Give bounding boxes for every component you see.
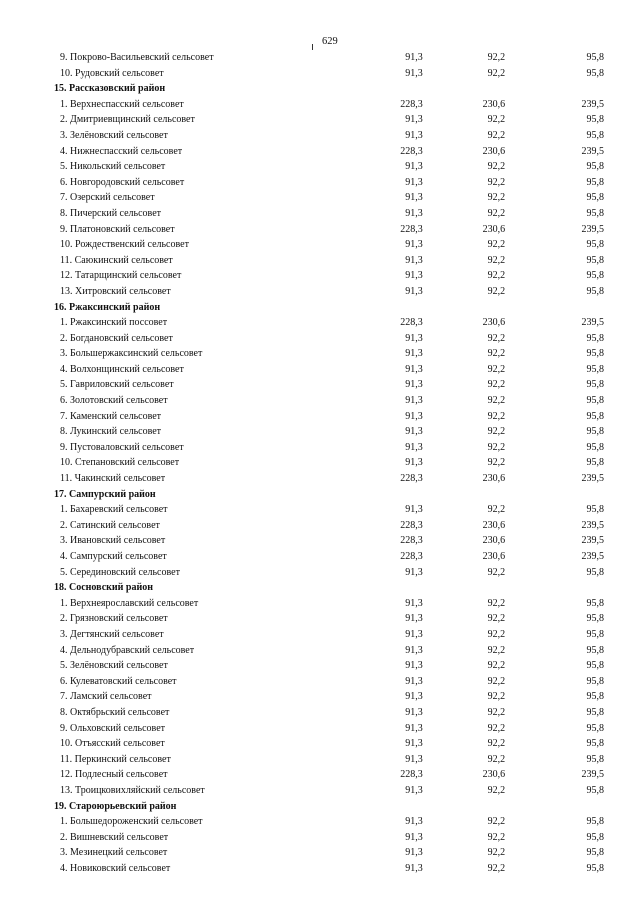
value-cell-b: 92,2 (487, 831, 506, 843)
settlement-name: 3. Большержаксинский сельсовет (60, 348, 203, 360)
value-cell-a: 91,3 (405, 207, 423, 219)
table-row (54, 705, 604, 721)
value-cell-b: 92,2 (487, 504, 506, 516)
table-row (54, 455, 604, 471)
value-cell-b (423, 580, 505, 596)
value-cell-a: 91,3 (405, 816, 423, 828)
value-cell-c: 95,8 (586, 847, 604, 859)
value-cell-a: 91,3 (405, 239, 423, 251)
settlement-name: 11. Чакинский сельсовет (60, 473, 166, 485)
value-cell-a: 91,3 (405, 628, 423, 640)
table-row (54, 159, 604, 175)
table-row (54, 377, 604, 393)
value-cell-c: 95,8 (586, 613, 604, 625)
table-row (54, 518, 604, 534)
district-header-row (54, 81, 604, 97)
table-row (54, 689, 604, 705)
settlement-name: 2. Богдановский сельсовет (60, 332, 173, 344)
value-cell-a: 91,3 (405, 426, 423, 438)
table-row (54, 767, 604, 783)
value-cell-b: 92,2 (487, 395, 506, 407)
value-cell-b: 92,2 (487, 192, 506, 204)
table-row (54, 783, 604, 799)
value-cell-b: 92,2 (487, 379, 506, 391)
value-cell-a: 91,3 (405, 441, 423, 453)
value-cell-c: 239,5 (581, 769, 604, 781)
table-row (54, 658, 604, 674)
value-cell-c (505, 799, 604, 815)
settlement-name: 2. Сатинский сельсовет (60, 519, 160, 531)
value-cell-c: 95,8 (586, 176, 604, 188)
value-cell-c (505, 300, 604, 316)
value-cell-c: 95,8 (586, 426, 604, 438)
table-row (54, 736, 604, 752)
settlement-name: 2. Грязновский сельсовет (60, 613, 168, 625)
value-cell-a: 91,3 (405, 644, 423, 656)
value-cell-a: 91,3 (405, 691, 423, 703)
value-cell-c: 95,8 (586, 348, 604, 360)
table-row (54, 315, 604, 331)
settlement-name: 13. Троицковихляйский сельсовет (60, 784, 205, 796)
settlement-name: 9. Покрово-Васильевский сельсовет (60, 52, 214, 63)
value-cell-b: 92,2 (487, 613, 506, 625)
value-cell-c (505, 580, 604, 596)
table-row (54, 128, 604, 144)
table-row (54, 674, 604, 690)
value-cell-a: 91,3 (405, 52, 423, 63)
value-cell-c: 95,8 (586, 831, 604, 843)
table-row (54, 814, 604, 830)
value-cell-a: 228,3 (400, 519, 423, 531)
value-cell-a: 91,3 (405, 738, 423, 750)
value-cell-a: 91,3 (405, 410, 423, 422)
value-cell-b: 230,6 (482, 145, 506, 157)
table-row (54, 830, 604, 846)
value-cell-b: 230,6 (482, 535, 506, 547)
value-cell-a: 91,3 (405, 363, 423, 375)
table-row (54, 533, 604, 549)
value-cell-c: 95,8 (586, 239, 604, 251)
settlement-name: 1. Верхнеярославский сельсовет (60, 597, 199, 609)
value-cell-a: 91,3 (405, 597, 423, 609)
value-cell-c: 95,8 (586, 207, 604, 219)
settlement-name: 4. Новиковский сельсовет (60, 862, 171, 874)
settlement-name: 4. Дельнодубравский сельсовет (60, 644, 195, 656)
value-cell-a: 91,3 (405, 847, 423, 859)
value-cell-c: 95,8 (586, 691, 604, 703)
value-cell-c: 95,8 (586, 862, 604, 874)
settlement-name: 1. Бахаревский сельсовет (60, 504, 168, 516)
value-cell-a: 91,3 (405, 285, 423, 297)
value-cell-a: 91,3 (405, 114, 423, 126)
value-cell-b: 92,2 (487, 722, 506, 734)
settlement-name: 5. Гавриловский сельсовет (60, 379, 174, 391)
settlement-name: 7. Озерский сельсовет (60, 192, 155, 204)
value-cell-b (423, 487, 505, 503)
settlement-name: 2. Дмитриевщинский сельсовет (60, 114, 195, 126)
value-cell-b: 92,2 (487, 706, 506, 718)
value-cell-c: 95,8 (586, 504, 604, 516)
value-cell-b (423, 799, 505, 815)
allocation-table (54, 50, 604, 876)
page-number: 629 (322, 36, 338, 47)
value-cell-b: 92,2 (487, 239, 506, 251)
value-cell-b: 230,6 (482, 473, 506, 485)
value-cell-a: 228,3 (400, 98, 423, 110)
settlement-name: 3. Мезинецкий сельсовет (60, 847, 168, 859)
settlement-name: 13. Хитровский сельсовет (60, 285, 171, 297)
value-cell-b: 92,2 (487, 207, 506, 219)
settlement-name: 10. Степановский сельсовет (60, 457, 180, 469)
settlement-name: 9. Пустоваловский сельсовет (60, 441, 184, 453)
settlement-name: 1. Верхнеспасский сельсовет (60, 98, 184, 110)
table-row (54, 643, 604, 659)
value-cell-b: 92,2 (487, 52, 506, 63)
value-cell-b: 92,2 (487, 457, 506, 469)
value-cell-b: 92,2 (487, 176, 506, 188)
value-cell-b: 92,2 (487, 363, 506, 375)
settlement-name: 7. Каменский сельсовет (60, 410, 162, 422)
value-cell-c: 95,8 (586, 644, 604, 656)
value-cell-a: 91,3 (405, 395, 423, 407)
district-header-row (54, 580, 604, 596)
value-cell-b: 230,6 (482, 769, 506, 781)
value-cell-c: 95,8 (586, 457, 604, 469)
value-cell-c: 95,8 (586, 285, 604, 297)
value-cell-a: 228,3 (400, 223, 423, 235)
table-row (54, 409, 604, 425)
table-row (54, 721, 604, 737)
value-cell-c: 95,8 (586, 722, 604, 734)
value-cell-b: 230,6 (482, 317, 506, 329)
value-cell-b: 92,2 (487, 426, 506, 438)
value-cell-c: 239,5 (581, 317, 604, 329)
value-cell-b: 92,2 (487, 441, 506, 453)
table-row (54, 284, 604, 300)
settlement-name: 3. Ивановский сельсовет (60, 535, 166, 547)
value-cell-a (326, 300, 423, 316)
value-cell-b: 92,2 (487, 67, 506, 79)
value-cell-c: 95,8 (586, 161, 604, 173)
settlement-name: 5. Серединовский сельсовет (60, 566, 180, 578)
table-row (54, 440, 604, 456)
settlement-name: 10. Отъясский сельсовет (60, 738, 165, 750)
value-cell-a: 91,3 (405, 176, 423, 188)
value-cell-a: 91,3 (405, 332, 423, 344)
value-cell-c: 95,8 (586, 660, 604, 672)
table-row (54, 502, 604, 518)
settlement-name: 12. Подлесный сельсовет (60, 769, 168, 781)
table-body (54, 50, 604, 876)
value-cell-c: 95,8 (586, 784, 604, 796)
settlement-name: 11. Перкинский сельсовет (60, 753, 171, 765)
value-cell-b: 92,2 (487, 816, 506, 828)
district-header-row (54, 799, 604, 815)
settlement-name: 5. Зелёновский сельсовет (60, 660, 168, 672)
table-row (54, 393, 604, 409)
table-row (54, 861, 604, 877)
table-row (54, 627, 604, 643)
value-cell-b: 92,2 (487, 566, 506, 578)
value-cell-b: 92,2 (487, 628, 506, 640)
value-cell-c: 95,8 (586, 254, 604, 266)
value-cell-c: 95,8 (586, 753, 604, 765)
value-cell-b: 92,2 (487, 129, 506, 141)
table-row (54, 549, 604, 565)
value-cell-a: 91,3 (405, 706, 423, 718)
value-cell-c: 95,8 (586, 379, 604, 391)
value-cell-c: 95,8 (586, 395, 604, 407)
value-cell-a: 91,3 (405, 613, 423, 625)
settlement-name: 6. Золотовский сельсовет (60, 395, 168, 407)
value-cell-c: 95,8 (586, 270, 604, 282)
value-cell-b: 92,2 (487, 348, 506, 360)
district-name: 16. Ржаксинский район (54, 301, 161, 313)
table-row (54, 268, 604, 284)
value-cell-c: 95,8 (586, 52, 604, 63)
value-cell-a: 228,3 (400, 473, 423, 485)
settlement-name: 1. Большедороженский сельсовет (60, 816, 203, 828)
value-cell-a: 91,3 (405, 129, 423, 141)
value-cell-b: 92,2 (487, 675, 506, 687)
value-cell-b: 92,2 (487, 410, 506, 422)
value-cell-b: 92,2 (487, 753, 506, 765)
value-cell-a: 91,3 (405, 675, 423, 687)
value-cell-a: 91,3 (405, 862, 423, 874)
settlement-name: 5. Никольский сельсовет (60, 161, 166, 173)
value-cell-b: 230,6 (482, 551, 506, 562)
value-cell-a: 91,3 (405, 192, 423, 204)
value-cell-a: 91,3 (405, 722, 423, 734)
table-row (54, 346, 604, 362)
value-cell-a: 228,3 (400, 317, 423, 329)
value-cell-a: 91,3 (405, 379, 423, 391)
value-cell-b: 230,6 (482, 223, 506, 235)
district-header-row (54, 487, 604, 503)
value-cell-b: 92,2 (487, 285, 506, 297)
value-cell-c: 95,8 (586, 816, 604, 828)
settlement-name: 6. Кулеватовский сельсовет (60, 675, 177, 687)
value-cell-b: 92,2 (487, 114, 506, 126)
value-cell-b: 230,6 (482, 519, 506, 531)
district-name: 18. Сосновский район (54, 582, 154, 594)
value-cell-a: 228,3 (400, 551, 423, 562)
value-cell-a (326, 799, 423, 815)
value-cell-c: 95,8 (586, 738, 604, 750)
table-row (54, 112, 604, 128)
settlement-name: 2. Вишневский сельсовет (60, 831, 169, 843)
value-cell-c: 95,8 (586, 706, 604, 718)
value-cell-c: 95,8 (586, 566, 604, 578)
value-cell-c: 239,5 (581, 98, 604, 110)
table-row (54, 190, 604, 206)
value-cell-a (326, 580, 423, 596)
settlement-name: 9. Ольховский сельсовет (60, 722, 166, 734)
value-cell-b (423, 81, 505, 97)
value-cell-b: 92,2 (487, 644, 506, 656)
value-cell-c: 95,8 (586, 441, 604, 453)
value-cell-b: 92,2 (487, 254, 506, 266)
table-row (54, 362, 604, 378)
value-cell-c: 239,5 (581, 473, 604, 485)
settlement-name: 6. Новгородовский сельсовет (60, 176, 185, 188)
value-cell-a: 228,3 (400, 145, 423, 157)
table-row (54, 596, 604, 612)
value-cell-a: 91,3 (405, 348, 423, 360)
value-cell-a: 91,3 (405, 457, 423, 469)
settlement-name: 12. Татарщинский сельсовет (60, 270, 182, 282)
value-cell-b (423, 300, 505, 316)
value-cell-c: 239,5 (581, 535, 604, 547)
table-row (54, 206, 604, 222)
value-cell-c: 95,8 (586, 67, 604, 79)
value-cell-a: 91,3 (405, 753, 423, 765)
table-row (54, 50, 604, 66)
settlement-name: 1. Ржаксинский поссовет (60, 317, 168, 329)
table-row (54, 97, 604, 113)
value-cell-c: 239,5 (581, 551, 604, 562)
table-row (54, 565, 604, 581)
settlement-name: 8. Лукинский сельсовет (60, 426, 162, 438)
value-cell-b: 92,2 (487, 597, 506, 609)
district-header-row (54, 300, 604, 316)
settlement-name: 8. Октябрьский сельсовет (60, 706, 170, 718)
value-cell-c: 239,5 (581, 223, 604, 235)
value-cell-c: 95,8 (586, 332, 604, 344)
table-row (54, 222, 604, 238)
value-cell-c: 95,8 (586, 192, 604, 204)
value-cell-b: 92,2 (487, 270, 506, 282)
district-name: 17. Сампурский район (54, 488, 156, 500)
settlement-name: 10. Рождественский сельсовет (60, 239, 189, 251)
value-cell-c (505, 487, 604, 503)
district-name: 19. Староюрьевский район (54, 800, 177, 812)
table-row (54, 331, 604, 347)
value-cell-b: 92,2 (487, 847, 506, 859)
settlement-name: 4. Нижнеспасский сельсовет (60, 145, 183, 157)
value-cell-a: 91,3 (405, 784, 423, 796)
value-cell-a: 91,3 (405, 660, 423, 672)
value-cell-c: 95,8 (586, 410, 604, 422)
table-row (54, 471, 604, 487)
table-row (54, 845, 604, 861)
value-cell-c: 95,8 (586, 363, 604, 375)
value-cell-c: 95,8 (586, 129, 604, 141)
settlement-name: 4. Волхонщинский сельсовет (60, 363, 184, 375)
table-row (54, 611, 604, 627)
settlement-name: 9. Платоновский сельсовет (60, 223, 175, 235)
table-row (54, 253, 604, 269)
settlement-name: 11. Саюкинский сельсовет (60, 254, 173, 266)
value-cell-c: 95,8 (586, 628, 604, 640)
value-cell-c: 95,8 (586, 675, 604, 687)
value-cell-a: 91,3 (405, 67, 423, 79)
table-row (54, 144, 604, 160)
value-cell-b: 92,2 (487, 784, 506, 796)
table-row (54, 66, 604, 82)
value-cell-b: 92,2 (487, 738, 506, 750)
value-cell-a: 91,3 (405, 161, 423, 173)
value-cell-b: 92,2 (487, 161, 506, 173)
value-cell-a: 91,3 (405, 254, 423, 266)
table-row (54, 175, 604, 191)
value-cell-b: 92,2 (487, 660, 506, 672)
settlement-name: 10. Рудовский сельсовет (60, 67, 164, 79)
value-cell-a: 91,3 (405, 504, 423, 516)
value-cell-a: 91,3 (405, 831, 423, 843)
value-cell-a: 91,3 (405, 270, 423, 282)
value-cell-b: 230,6 (482, 98, 506, 110)
value-cell-b: 92,2 (487, 862, 506, 874)
value-cell-a: 91,3 (405, 566, 423, 578)
value-cell-c (505, 81, 604, 97)
value-cell-b: 92,2 (487, 691, 506, 703)
settlement-name: 3. Дегтянский сельсовет (60, 628, 164, 640)
settlement-name: 7. Ламский сельсовет (60, 691, 152, 703)
value-cell-b: 92,2 (487, 332, 506, 344)
value-cell-a: 228,3 (400, 535, 423, 547)
value-cell-c: 95,8 (586, 597, 604, 609)
table-row (54, 237, 604, 253)
value-cell-a (326, 487, 423, 503)
district-name: 15. Рассказовский район (54, 83, 166, 95)
value-cell-a (326, 81, 423, 97)
settlement-name: 4. Сампурский сельсовет (60, 551, 167, 562)
value-cell-c: 239,5 (581, 519, 604, 531)
value-cell-c: 95,8 (586, 114, 604, 126)
value-cell-a: 228,3 (400, 769, 423, 781)
value-cell-c: 239,5 (581, 145, 604, 157)
settlement-name: 8. Пичерский сельсовет (60, 207, 162, 219)
settlement-name: 3. Зелёновский сельсовет (60, 129, 168, 141)
table-row (54, 752, 604, 768)
table-row (54, 424, 604, 440)
